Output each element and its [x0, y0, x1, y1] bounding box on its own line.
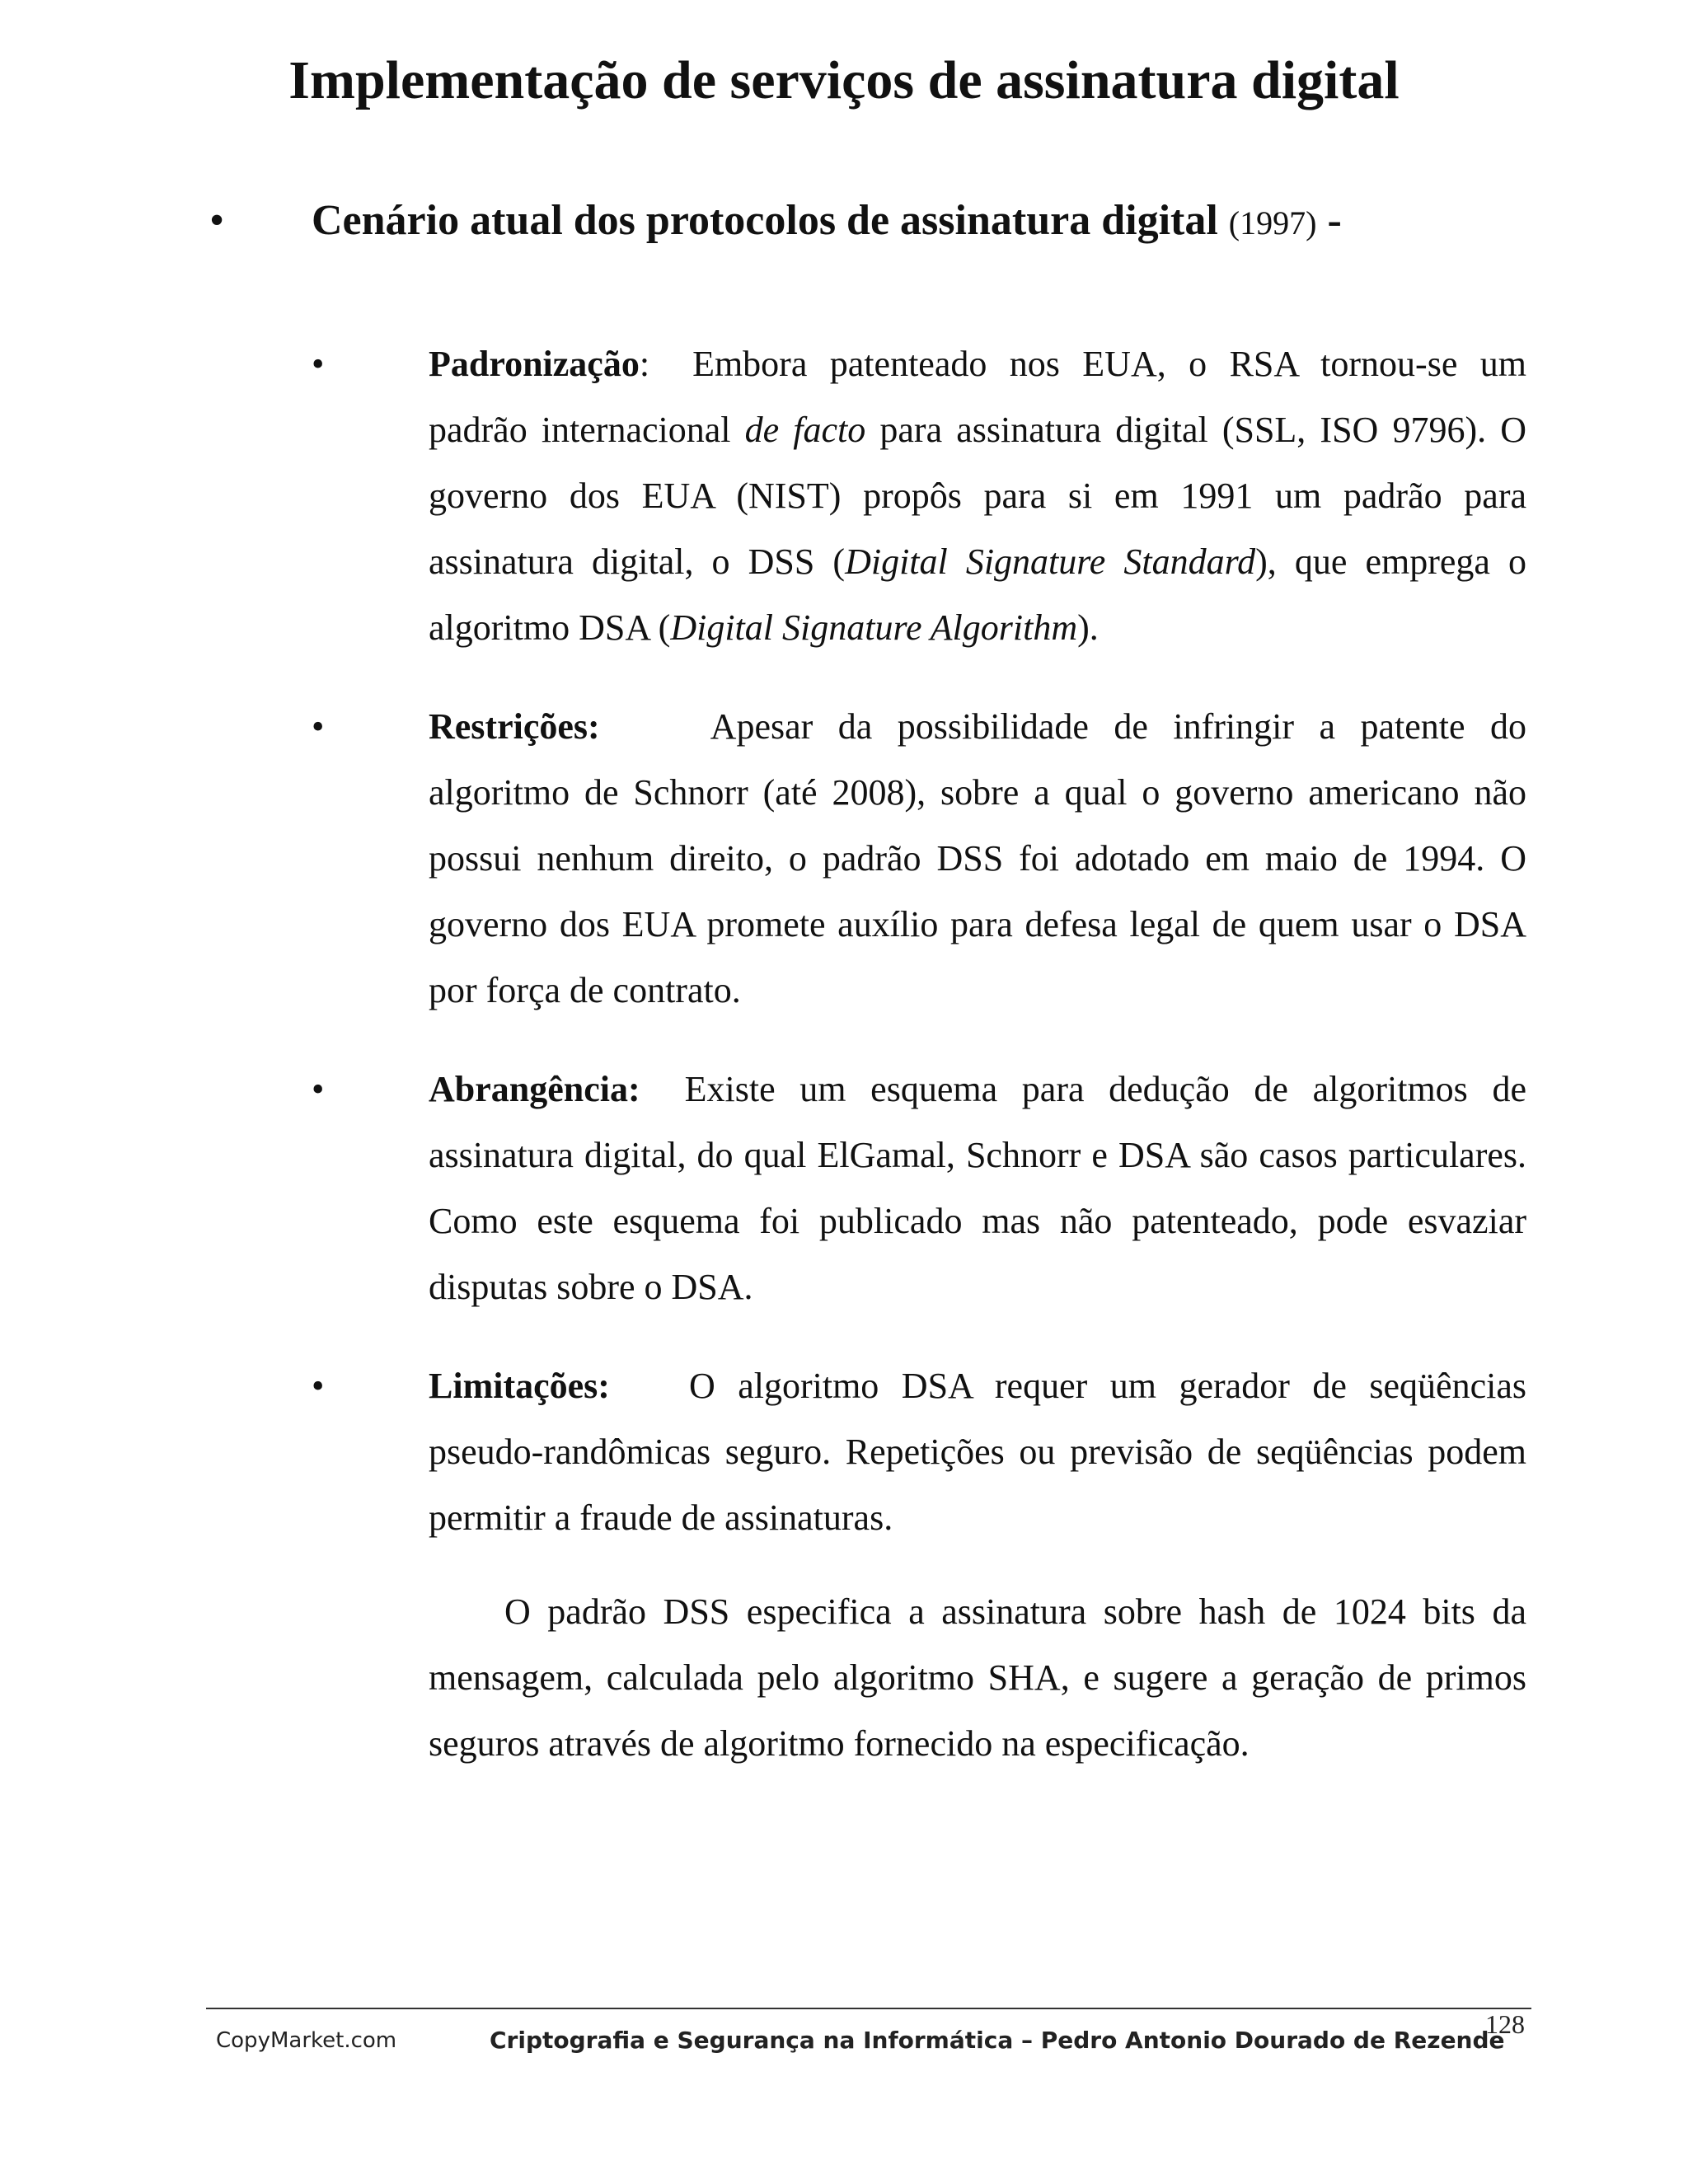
list-item-bullet: •	[312, 1366, 325, 1406]
list-item-body	[429, 331, 1526, 661]
list-item-text: ).	[1077, 607, 1099, 648]
section-heading-text: Cenário atual dos protocolos de assinatura digital	[312, 197, 1218, 244]
list-item-label: Padronização	[429, 344, 640, 384]
section-dash: -	[1327, 197, 1342, 244]
list-item-text: O algoritmo DSA requer um gerador de seqüências pseudo-randômicas seguro. Repetições ou previsão de seqüências podem permitir a fraude de assinaturas.	[429, 1366, 1526, 1538]
section-heading	[312, 186, 1342, 258]
list-item-bullet: •	[312, 344, 325, 384]
list-item-italic: Digital Signature Standard	[845, 541, 1256, 582]
list-item-label: Abrangência:	[429, 1069, 640, 1109]
section-bullet: •	[209, 197, 225, 244]
closing-paragraph: O padrão DSS especifica a assinatura sobre hash de 1024 bits da mensagem, calculada pelo algoritmo SHA, e sugere a geração de primos seguros através de algoritmo fornecido na especificação.	[429, 1591, 1526, 1764]
list-item-text: Embora patenteado nos EUA, o RSA tornou-se um padrão internacional	[429, 344, 1526, 450]
list-item-italic: de facto	[744, 410, 866, 450]
footer-publisher: CopyMarket.com	[216, 2028, 397, 2053]
list-item-bullet: •	[312, 706, 325, 747]
list-item-body	[429, 694, 1526, 1024]
list-item-text: ), que emprega o algoritmo DSA (	[429, 541, 1527, 648]
list-item-text: Existe um esquema para dedução de algoritmos de assinatura digital, do qual ElGamal, Schnorr e DSA são casos particulares. Como este esquema foi publicado mas não patenteado, pode esvaziar disputas sobre o DSA.	[429, 1069, 1526, 1307]
page-number: 128	[1485, 2009, 1525, 2039]
list-item-body	[429, 1353, 1526, 1551]
list-item-label: Restrições:	[429, 706, 600, 747]
list-item-bullet: •	[312, 1069, 325, 1109]
section-year: (1997)	[1228, 204, 1317, 241]
footer-book-title: Criptografia e Segurança na Informática – Pedro Antonio Dourado de Rezende	[490, 2027, 1505, 2054]
list-item-label-suffix: :	[639, 344, 650, 384]
footer-divider	[206, 2008, 1531, 2009]
list-item-italic: Digital Signature Algorithm	[670, 607, 1078, 648]
list-item-text: Apesar da possibilidade de infringir a patente do algoritmo de Schnorr (até 2008), sobre a qual o governo americano não possui nenhum direito, o padrão DSS foi adotado em maio de 1994. O governo dos EUA promete auxílio para defesa legal de quem usar o DSA por força de contrato.	[429, 706, 1526, 1010]
list-item-body	[429, 1057, 1526, 1320]
page-title: Implementação de serviços de assinatura digital	[288, 50, 1400, 110]
list-item-text: para assinatura digital (SSL, ISO 9796). O governo dos EUA (NIST) propôs para si em 1991 um padrão para assinatura digital, o DSS (	[429, 410, 1526, 582]
list-item-label: Limitações:	[429, 1366, 610, 1406]
